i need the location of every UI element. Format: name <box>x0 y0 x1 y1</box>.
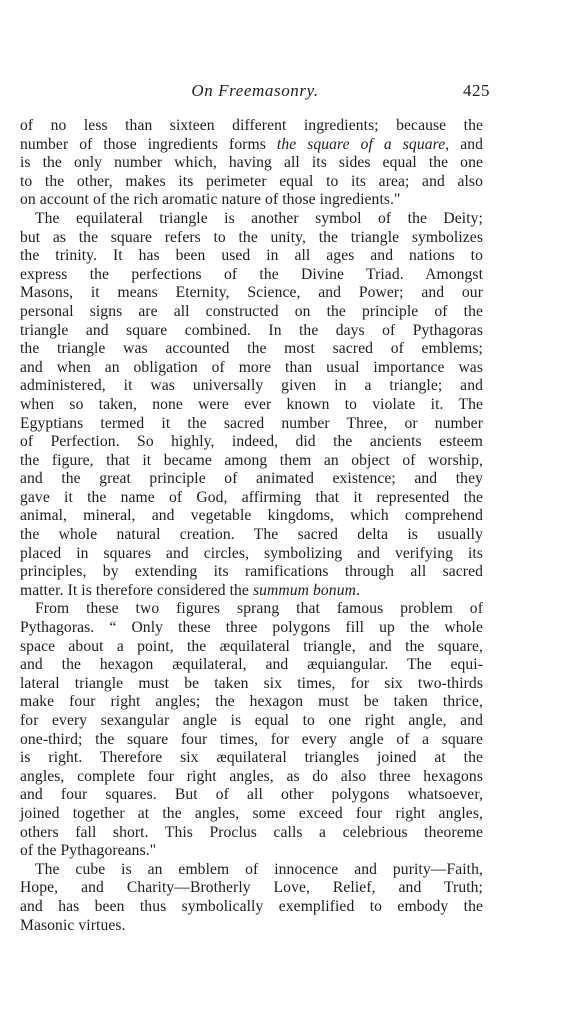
text-line: is the only number which, having all its sides equal the one <box>20 154 483 172</box>
text-line: when so taken, none were ever known to violate it. The <box>20 395 483 413</box>
text-line: the trinity. It has been used in all ages and nations to <box>20 247 483 265</box>
text-line: space about a point, the æquilateral triangle, and the square, <box>20 637 483 655</box>
text-line: personal signs are all constructed on the principle of the <box>20 302 483 320</box>
text-line: administered, it was universally given in a triangle; and <box>20 377 483 395</box>
text-line: make four right angles; the hexagon must be taken thrice, <box>20 693 483 711</box>
text-line: From these two figures sprang that famous problem of <box>35 600 483 618</box>
text-line: Pythagoras. “ Only these three polygons fill up the whole <box>20 619 483 637</box>
text-line: Hope, and Charity—Brotherly Love, Relief, and Truth; <box>20 879 483 897</box>
text-line: Masonic virtues. <box>20 916 126 934</box>
text-line: The cube is an emblem of innocence and purity—Faith, <box>35 860 483 878</box>
text-line: one-third; the square four times, for every angle of a square <box>20 730 483 748</box>
text-line: placed in squares and circles, symbolizing and verifying its <box>20 544 483 562</box>
text-line: and the great principle of animated existence; and they <box>20 470 483 488</box>
text-line: lateral triangle must be taken six times, for six two-thirds <box>20 674 483 692</box>
text-line: principles, by extending its ramifications through all sacred <box>20 563 483 581</box>
text-line: matter. It is therefore considered the summum bonum. <box>20 581 360 599</box>
text-line: the triangle was accounted the most sacred of emblems; <box>20 340 483 358</box>
text-line: for every sexangular angle is equal to one right angle, and <box>20 712 483 729</box>
text-line: on account of the rich aromatic nature of those ingredients." <box>20 191 401 209</box>
text-line: to the other, makes its perimeter equal to its area; and also <box>20 172 483 190</box>
text-line: is right. Therefore six æquilateral triangles joined at the <box>20 749 483 767</box>
text-line: Masons, it means Eternity, Science, and Power; and our <box>20 284 483 302</box>
text-line: The equilateral triangle is another symbol of the Deity; <box>35 209 483 227</box>
paragraph <box>20 600 483 860</box>
running-head <box>20 80 490 102</box>
text-line: express the perfections of the Divine Triad. Amongst <box>20 265 483 283</box>
page-number: 425 <box>463 81 490 100</box>
text-line: others fall short. This Proclus calls a celebrious theoreme <box>20 823 483 841</box>
text-line: triangle and square combined. In the days of Pythagoras <box>20 321 483 339</box>
text-line: the figure, that it became among them an object of worship, <box>20 451 483 469</box>
text-line: of Perfection. So highly, indeed, did the ancients esteem <box>20 433 483 451</box>
text-line: number of those ingredients forms the square of a square, and <box>20 135 484 153</box>
text-line: and the hexagon æquilateral, and æquiangular. The equi- <box>20 656 483 674</box>
body-text <box>20 117 483 935</box>
text-line: angles, complete four right angles, as do also three hexagons <box>20 767 483 785</box>
text-line: joined together at the angles, some exceed four right angles, <box>20 804 483 822</box>
text-line: the whole natural creation. The sacred delta is usually <box>20 526 483 544</box>
paragraph <box>20 861 483 935</box>
paragraph <box>20 117 483 210</box>
text-line: animal, mineral, and vegetable kingdoms, which comprehend <box>20 507 483 525</box>
text-line: and four squares. But of all other polygons whatsoever, <box>20 786 483 804</box>
running-title: On Freemasonry. <box>191 81 319 100</box>
text-line: but as the square refers to the unity, the triangle symbolizes <box>20 228 483 246</box>
text-line: of no less than sixteen different ingredients; because the <box>20 117 483 134</box>
paragraph <box>20 210 483 600</box>
text-line: and when an obligation of more than usual importance was <box>20 358 483 376</box>
text-line: of the Pythagoreans." <box>20 842 157 860</box>
text-line: Egyptians termed it the sacred number Three, or number <box>20 414 483 432</box>
text-line: gave it the name of God, affirming that it represented the <box>20 488 483 506</box>
text-line: and has been thus symbolically exemplified to embody the <box>20 897 483 915</box>
